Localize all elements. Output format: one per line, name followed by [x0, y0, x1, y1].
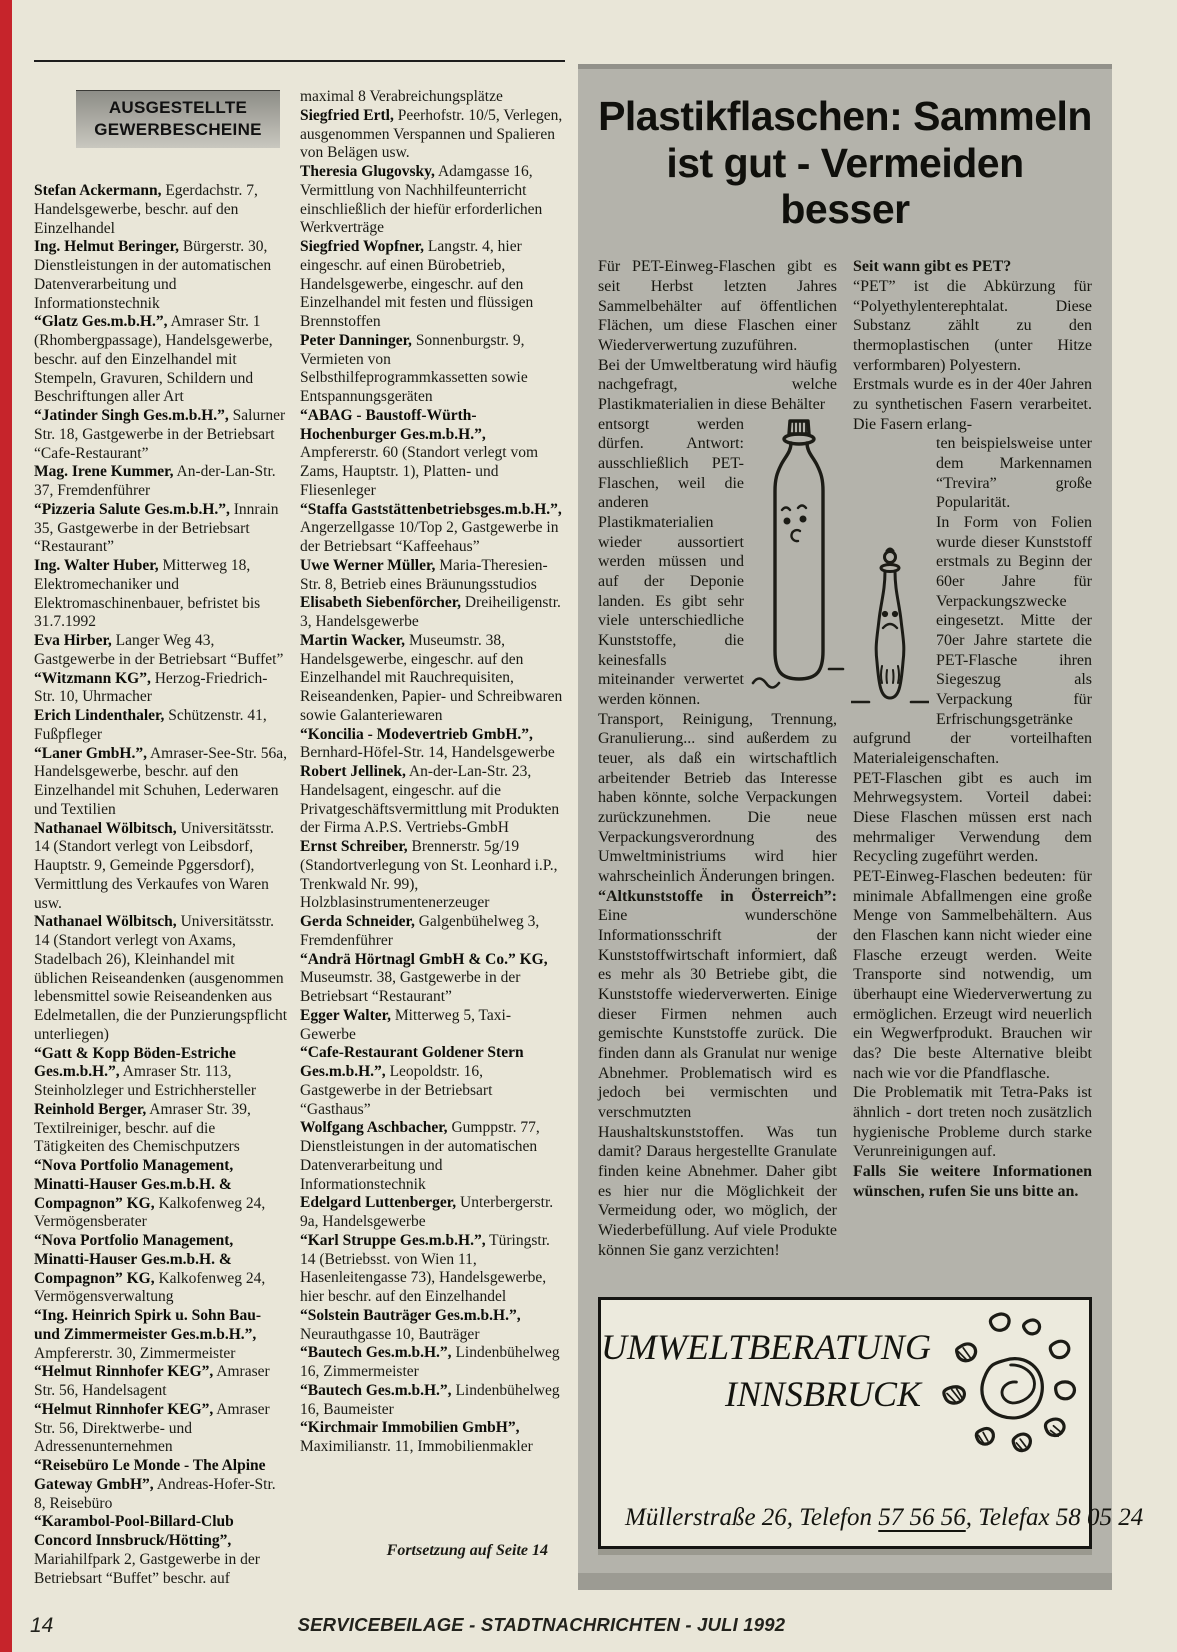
license-entry: “Witzmann KG”, Herzog-Friedrich-Str. 10, Uhrmacher — [34, 669, 268, 706]
article-paragraph: ten beispielsweise unter dem Markennamen “Trevira” große Popularität. — [853, 434, 1092, 513]
article-column-right — [853, 257, 1092, 1260]
license-entry: Nathanael Wölbitsch, Universitätsstr. 14 (Standort verlegt von Axams, Stadelbach 26), Kleinhandel mit üblichen Reiseandenken (ausgenommen lebensmittel sowie Reiseandenken aus Edelmetallen, die der Punzierungspflicht unterliegen) — [34, 913, 288, 1043]
page-number: 14 — [30, 1614, 54, 1637]
license-entry: “Nova Portfolio Management, Minatti-Hauser Ges.m.b.H. & Compagnon” KG, Kalkofenweg 24, Vermögensberater — [34, 1157, 266, 1231]
license-entry: maximal 8 Verabreichungsplätze — [300, 88, 503, 105]
ad-fax-number: 58 05 24 — [1055, 1504, 1144, 1531]
directory-column-1 — [34, 88, 288, 1586]
article-column-left — [598, 257, 837, 1260]
sun-icon — [929, 1308, 1081, 1470]
license-entry: Ing. Helmut Beringer, Bürgerstr. 30, Dienstleistungen in der automatischen Datenverarbeitung und Informationstechnik — [34, 238, 272, 312]
top-rule — [34, 60, 565, 62]
license-entry: Elisabeth Siebenförcher, Dreiheiligenstr. 3, Handelsgewerbe — [300, 594, 561, 630]
article-paragraph: “Altkunststoffe in Österreich”: Eine wunderschöne Informationsschrift der Kunststoffwirtschaft informiert, daß es mehr als 30 Betriebe gibt, die Kunststoffe wiederverwerten. Einige dieser Firmen nehmen auch gemischte Kunststoffe zurück. Die finden dann als Granulat nur wenige Abnehmer. Problematisch wird es jedoch bei vermischten und verschmutzten Haushaltskunststoffen. Was tun damit? Daraus hergestellte Granulate finden keine Abnehmer. Daher gibt es hier nur die Möglichkeit der Vermeidung oder, wo möglich, der Wiederbefüllung. Auf viele Produkte können Sie ganz verzichten! — [598, 887, 837, 1259]
umweltberatung-ad — [598, 1297, 1144, 1549]
license-entry: “Ing. Heinrich Spirk u. Sohn Bau- und Zimmermeister Ges.m.b.H.”, Ampfererstr. 30, Zimmermeister — [34, 1307, 261, 1362]
article-title-line1: Plastikflaschen: Sammeln — [598, 93, 1092, 139]
ad-address: Müllerstraße 26, Telefon 57 56 56, Telefax 58 05 24 — [625, 1504, 1144, 1531]
continuation-note: Fortsetzung auf Seite 14 — [386, 1541, 548, 1559]
license-entry: “Pizzeria Salute Ges.m.b.H.”, Innrain 35, Gastgewerbe in der Betriebsart “Restaurant” — [34, 500, 279, 556]
license-entry: “Bautech Ges.m.b.H.”, Lindenbühelweg 16, Baumeister — [300, 1381, 560, 1418]
license-entry: “Karl Struppe Ges.m.b.H.”, Türingstr. 14 (Betriebsst. von Wien 11, Hasenleitengasse 73), Handelsgewerbe, hier beschr. auf den Einzelhandel — [300, 1231, 550, 1305]
article-paragraph: Für PET-Einweg-Flaschen gibt es seit Herbst letzten Jahres Sammelbehälter auf öffentlichen Flächen, um diese Flaschen einer Wiederverwertung zuzuführen. — [598, 258, 837, 354]
article-paragraph-bold: Falls Sie weitere Informationen wünschen, rufen Sie uns bitte an. — [853, 1163, 1092, 1200]
license-entry: Mag. Irene Kummer, An-der-Lan-Str. 37, Fremdenführer — [34, 463, 276, 500]
license-entry: Gerda Schneider, Galgenbühelweg 3, Fremdenführer — [300, 913, 540, 949]
directory-column-2 — [300, 88, 564, 1570]
license-entry: “Cafe-Restaurant Goldener Stern Ges.m.b.H.”, Leopoldstr. 16, Gastgewerbe in der Betriebsart “Gasthaus” — [300, 1044, 524, 1118]
article-columns — [598, 257, 1092, 1260]
article-paragraph: PET-Einweg-Flaschen bedeuten: für minimale Abfallmengen eine große Menge von Sammelbehältern. Aus den Flaschen kann nicht wieder eine Flasche erzeugt werden. Weite Transporte sind notwendig, um überhaupt eine Wiederverwertung zu ermöglichen. Erzeugt wird neuerlich ein Wegwerfprodukt. Brauchen wir das? Die beste Alternative bleibt nach wie vor die Pfandflasche. — [853, 868, 1092, 1082]
license-entry: Nathanael Wölbitsch, Universitätsstr. 14 (Standort verlegt von Leibsdorf, Hauptstr. 9, Gemeinde Pggersdorf), Vermittlung des Verkaufes von Waren usw. — [34, 819, 274, 912]
license-entry: “Laner GmbH.”, Amraser-See-Str. 56a, Handelsgewerbe, beschr. auf den Einzelhandel mit Schuhen, Lederwaren und Textilien — [34, 744, 287, 818]
article-box — [578, 64, 1144, 1590]
license-entry: Siegfried Ertl, Peerhofstr. 10/5, Verlegen, ausgenommen Verspannen und Spalieren von Belägen usw. — [300, 106, 563, 162]
license-list-2 — [300, 88, 564, 1457]
license-entry: Wolfgang Aschbacher, Gumppstr. 77, Dienstleistungen in der automatischen Datenverarbeitung und Informationstechnik — [300, 1119, 540, 1193]
license-entry: Eva Hirber, Langer Weg 43, Gastgewerbe in der Betriebsart “Buffet” — [34, 632, 284, 668]
article-paragraph: entsorgt werden dürfen. Antwort: ausschließlich PET-Flaschen, weil die anderen Plastikmaterialien wieder aussortiert werden müssen und auf der Deponie landen. Es gibt sehr viele unterschiedliche Kunststoffe, die keinesfalls miteinander verwertet werden können. — [598, 415, 837, 710]
license-entry: Erich Lindenthaler, Schützenstr. 41, Fußpfleger — [34, 707, 267, 743]
license-entry: Ernst Schreiber, Brennerstr. 5g/19 (Standortverlegung von St. Leonhard i.P., Trenkwald Nr. 99), Holzblasinstrumentenerzeuger — [300, 838, 558, 912]
license-entry: “Helmut Rinnhofer KEG”, Amraser Str. 56, Direktwerbe- und Adressenunternehmen — [34, 1400, 270, 1456]
ad-company-line1: UMWELTBERATUNG — [601, 1327, 931, 1367]
license-entry: “Kirchmair Immobilien GmbH”, Maximilianstr. 11, Immobilienmakler — [300, 1419, 533, 1455]
license-entry: “Staffa Gaststättenbetriebsges.m.b.H.”, Angerzellgasse 10/Top 2, Gastgewerbe in der Betriebsart “Kaffeehaus” — [300, 500, 562, 555]
license-entry: Siegfried Wopfner, Langstr. 4, hier eingeschr. auf einen Bürobetrieb, Handelsgewerbe, eingeschr. auf den Einzelhandel mit festen und flüssigen Brennstoffen — [300, 238, 534, 330]
article-paragraph: Bei der Umweltberatung wird häufig nachgefragt, welche Plastikmaterialien in diese Behälter — [598, 356, 837, 413]
license-entry: Uwe Werner Müller, Maria-Theresien-Str. 8, Betrieb eines Bräunungsstudios — [300, 556, 548, 593]
directory-header — [76, 90, 280, 148]
article-paragraph: Die Problematik mit Tetra-Paks ist ähnlich - dort treten noch zusätzlich hygienische Probleme durch starke Verunreinigungen auf. — [853, 1084, 1092, 1161]
article-paragraph: PET-Flaschen gibt es auch im Mehrwegsystem. Vorteil dabei: Diese Flaschen müssen erst nach mehrmaliger Verwendung dem Recycling zugeführt werden. — [853, 769, 1092, 866]
license-entry: “Andrä Hörtnagl GmbH & Co.” KG, Museumstr. 38, Gastgewerbe in der Betriebsart “Restaurant” — [300, 950, 548, 1005]
article-paragraph: Transport, Reinigung, Trennung, Granulierung... sind außerdem zu teuer, als daß ein wirtschaftlich arbeitender Betrieb das Interesse haben könnte, solche Verpackungen zurückzunehmen. Die neue Verpackungsverordnung des Umweltministriums wird hier wahrscheinlich Änderungen bringen. — [598, 710, 837, 886]
directory-header-line2: GEWERBESCHEINE — [94, 120, 262, 140]
license-entry: “Glatz Ges.m.b.H.”, Amraser Str. 1 (Rhombergpassage), Handelsgewerbe, beschr. auf den Einzelhandel mit Stempeln, Gravuren, Schildern und Beschriftungen aller Art — [34, 313, 273, 406]
license-entry: “Nova Portfolio Management, Minatti-Hauser Ges.m.b.H. & Compagnon” KG, Kalkofenweg 24, Vermögensverwaltung — [34, 1232, 266, 1306]
directory-header-line1: AUSGESTELLTE — [108, 98, 248, 117]
ad-phone-number: 57 56 56 — [878, 1504, 966, 1531]
red-edge-bar — [0, 0, 12, 1652]
footer-text: SERVICEBEILAGE - STADTNACHRICHTEN - JULI 1992 — [297, 1614, 786, 1635]
license-entry: “Solstein Bauträger Ges.m.b.H.”, Neurauthgasse 10, Bauträger — [300, 1306, 521, 1343]
sad-bottle-icon — [851, 546, 929, 726]
article-title-line2: ist gut - Vermeiden besser — [666, 139, 1024, 233]
license-entry: “ABAG - Baustoff-Würth-Hochenburger Ges.m.b.H.”, Ampfererstr. 60 (Standort verlegt vom Zams, Hauptstr. 1), Platten- und Fliesenleger — [300, 406, 539, 499]
license-entry: Stefan Ackermann, Egerdachstr. 7, Handelsgewerbe, beschr. auf den Einzelhandel — [34, 182, 258, 237]
article-title — [598, 93, 1092, 233]
license-entry: Edelgard Luttenberger, Unterbergerstr. 9a, Handelsgewerbe — [300, 1194, 554, 1230]
license-entry: “Gatt & Kopp Böden-Estriche Ges.m.b.H.”, Amraser Str. 113, Steinholzleger und Estrichhersteller — [34, 1044, 257, 1100]
license-entry: Martin Wacker, Museumstr. 38, Handelsgewerbe, eingeschr. auf den Einzelhandel mit Rauchrequisiten, Reiseandenken, Papier- und Schreibwaren sowie Galanteriewaren — [300, 631, 563, 724]
license-list-1 — [34, 182, 288, 1586]
license-entry: Theresia Glugovsky, Adamgasse 16, Vermittlung von Nachhilfeunterricht einschließlich der hiefür erforderlichen Werkverträge — [300, 163, 543, 237]
license-entry: Robert Jellinek, An-der-Lan-Str. 23, Handelsagent, eingeschr. auf die Privatgeschäftsvermittlung mit Produkten der Firma A.P.S. Vertriebs-GmbH — [300, 763, 560, 837]
pet-bottle-icon — [751, 415, 847, 703]
license-entry: “Helmut Rinnhofer KEG”, Amraser Str. 56, Handelsagent — [34, 1363, 270, 1400]
article-paragraph: In Form von Folien wurde dieser Kunststoff erstmals zu Beginn der 60er Jahre für Verpackungszwecke eingesetzt. Mitte der 70er Jahre startete die PET-Flasche ihren Siegeszug als Verpackung für Erfrischungsgetränke aufgrund der vorteilhaften Materialeigenschaften. — [853, 513, 1092, 767]
license-entry: “Bautech Ges.m.b.H.”, Lindenbühelweg 16, Zimmermeister — [300, 1344, 560, 1380]
article-bold-lead: “Altkunststoffe in Österreich”: — [598, 887, 837, 905]
article-paragraph: “PET” ist die Abkürzung für “Polyethylenterephtalat. Diese Substanz zählt zu den thermoplastischen (unter Hitze verformbaren) Polyestern. — [853, 277, 1092, 374]
article-subheading: Seit wann gibt es PET? — [853, 258, 1012, 276]
small-bottle-illustration — [851, 434, 929, 726]
big-bottle-illustration — [751, 415, 847, 703]
license-entry: Peter Danninger, Sonnenburgstr. 9, Vermieten von Selbsthilfeprogrammkassetten sowie Entspannungsgeräten — [300, 331, 528, 405]
ad-company-line2: INNSBRUCK — [724, 1373, 921, 1414]
license-entry: “Jatinder Singh Ges.m.b.H.”, Salurner Str. 18, Gastgewerbe in der Betriebsart “Cafe-Restaurant” — [34, 407, 286, 462]
license-entry: “Reisebüro Le Monde - The Alpine Gateway GmbH”, Andreas-Hofer-Str. 8, Reisebüro — [34, 1457, 276, 1512]
license-entry: “Koncilia - Modevertrieb GmbH.”, Bernhard-Höfel-Str. 14, Handelsgewerbe — [300, 725, 555, 762]
article-paragraph: Erstmals wurde es in der 40er Jahren zu synthetischen Fasern verarbeitet. Die Fasern erlang- — [853, 376, 1092, 433]
license-entry: Reinhold Berger, Amraser Str. 39, Textilreiniger, beschr. auf die Tätigkeiten des Chemischputzers — [34, 1100, 251, 1156]
license-entry: Egger Walter, Mitterweg 5, Taxi-Gewerbe — [300, 1006, 512, 1043]
license-entry: “Karambol-Pool-Billard-Club Concord Innsbruck/Hötting”, Mariahilfpark 2, Gastgewerbe in der Betriebsart “Buffet” beschr. auf — [34, 1513, 260, 1586]
license-entry: Ing. Walter Huber, Mitterweg 18, Elektromechaniker und Elektromaschinenbauer, befristet bis 31.7.1992 — [34, 557, 261, 631]
